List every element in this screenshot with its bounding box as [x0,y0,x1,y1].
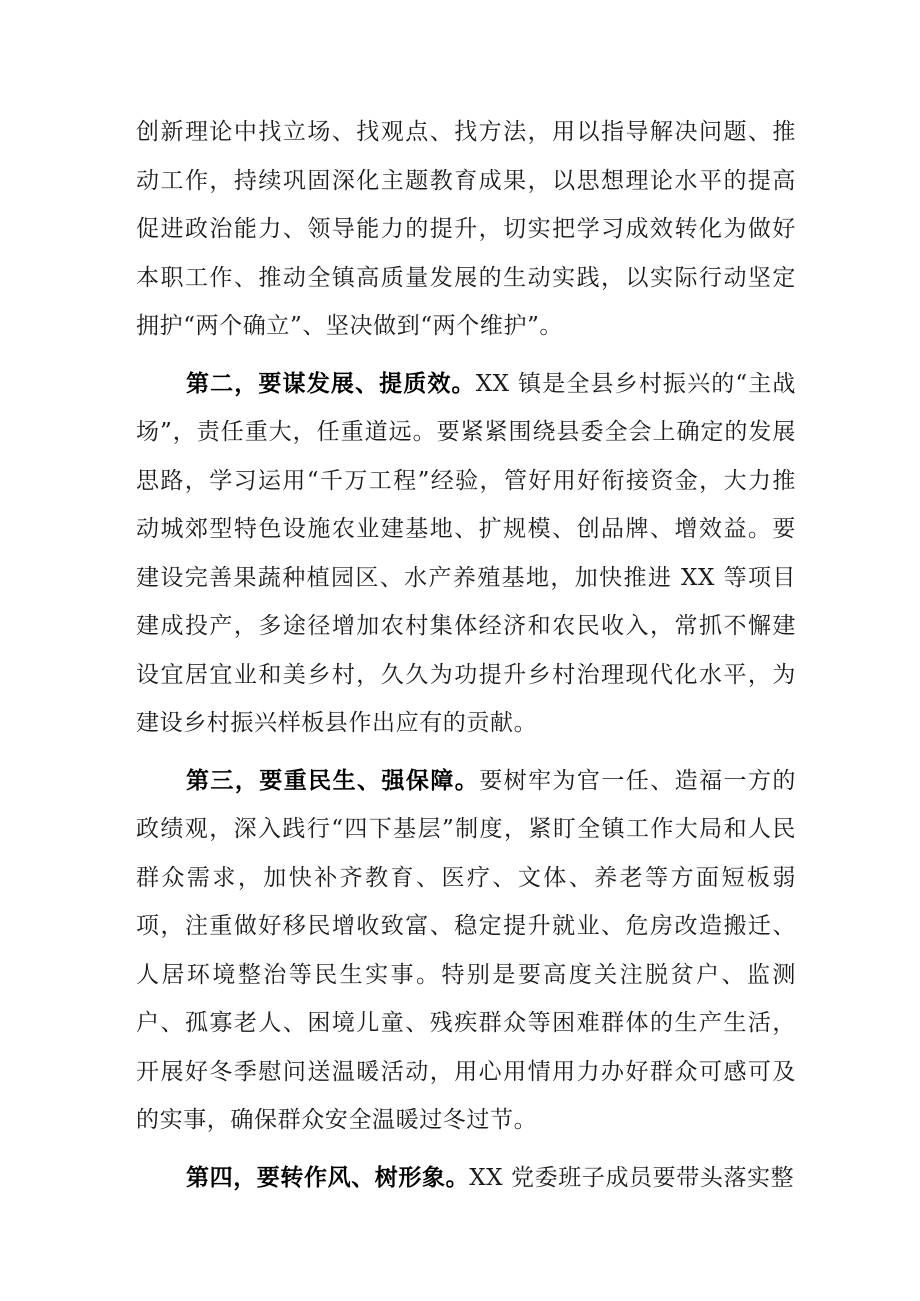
paragraph-3 [136,757,796,1145]
paragraph-1 [136,108,796,351]
paragraph-2-text: XX 镇是全县乡村振兴的“主战场”，责任重大，任重道远。要紧紧围绕县委全会上确定的发展思路，学习运用“千万工程”经验，管好用好衔接资金，大力推动城郊型特色设施农业建基地、扩规模、创品牌、增效益。要建设完善果蔬种植园区、水产养殖基地，加快推进 XX 等项目建成投产，多途径增加农村集体经济和农民收入，常抓不懈建设宜居宜业和美乡村，久久为功提升乡村治理现代化水平，为建设乡村振兴样板县作出应有的贡献。 [136,370,796,736]
paragraph-4-lead: 第四，要转作风、树形象。 [186,1163,470,1191]
paragraph-3-text: 要树牢为官一任、造福一方的政绩观，深入践行“四下基层”制度，紧盯全镇工作大局和人民群众需求，加快补齐教育、医疗、文体、养老等方面短板弱项，注重做好移民增收致富、稳定提升就业、危房改造搬迁、人居环境整治等民生实事。特别是要高度关注脱贫户、监测户、孤寡老人、困境儿童、残疾群众等困难群体的生产生活，开展好冬季慰问送温暖活动，用心用情用力办好群众可感可及的实事，确保群众安全温暖过冬过节。 [136,767,796,1133]
paragraph-4-text: XX 党委班子成员要带头落实整 [469,1164,795,1191]
paragraph-1-text: 创新理论中找立场、找观点、找方法，用以指导解决问题、推动工作，持续巩固深化主题教育成果，以思想理论水平的提高促进政治能力、领导能力的提升，切实把学习成效转化为做好本职工作、推动全镇高质量发展的生动实践，以实际行动坚定拥护“两个确立”、坚决做到“两个维护”。 [136,119,796,339]
paragraph-2 [136,360,796,748]
document-body [136,108,796,1211]
paragraph-4 [136,1154,796,1203]
paragraph-2-lead: 第二，要谋发展、提质效。 [186,369,476,397]
paragraph-3-lead: 第三，要重民生、强保障。 [186,766,480,794]
